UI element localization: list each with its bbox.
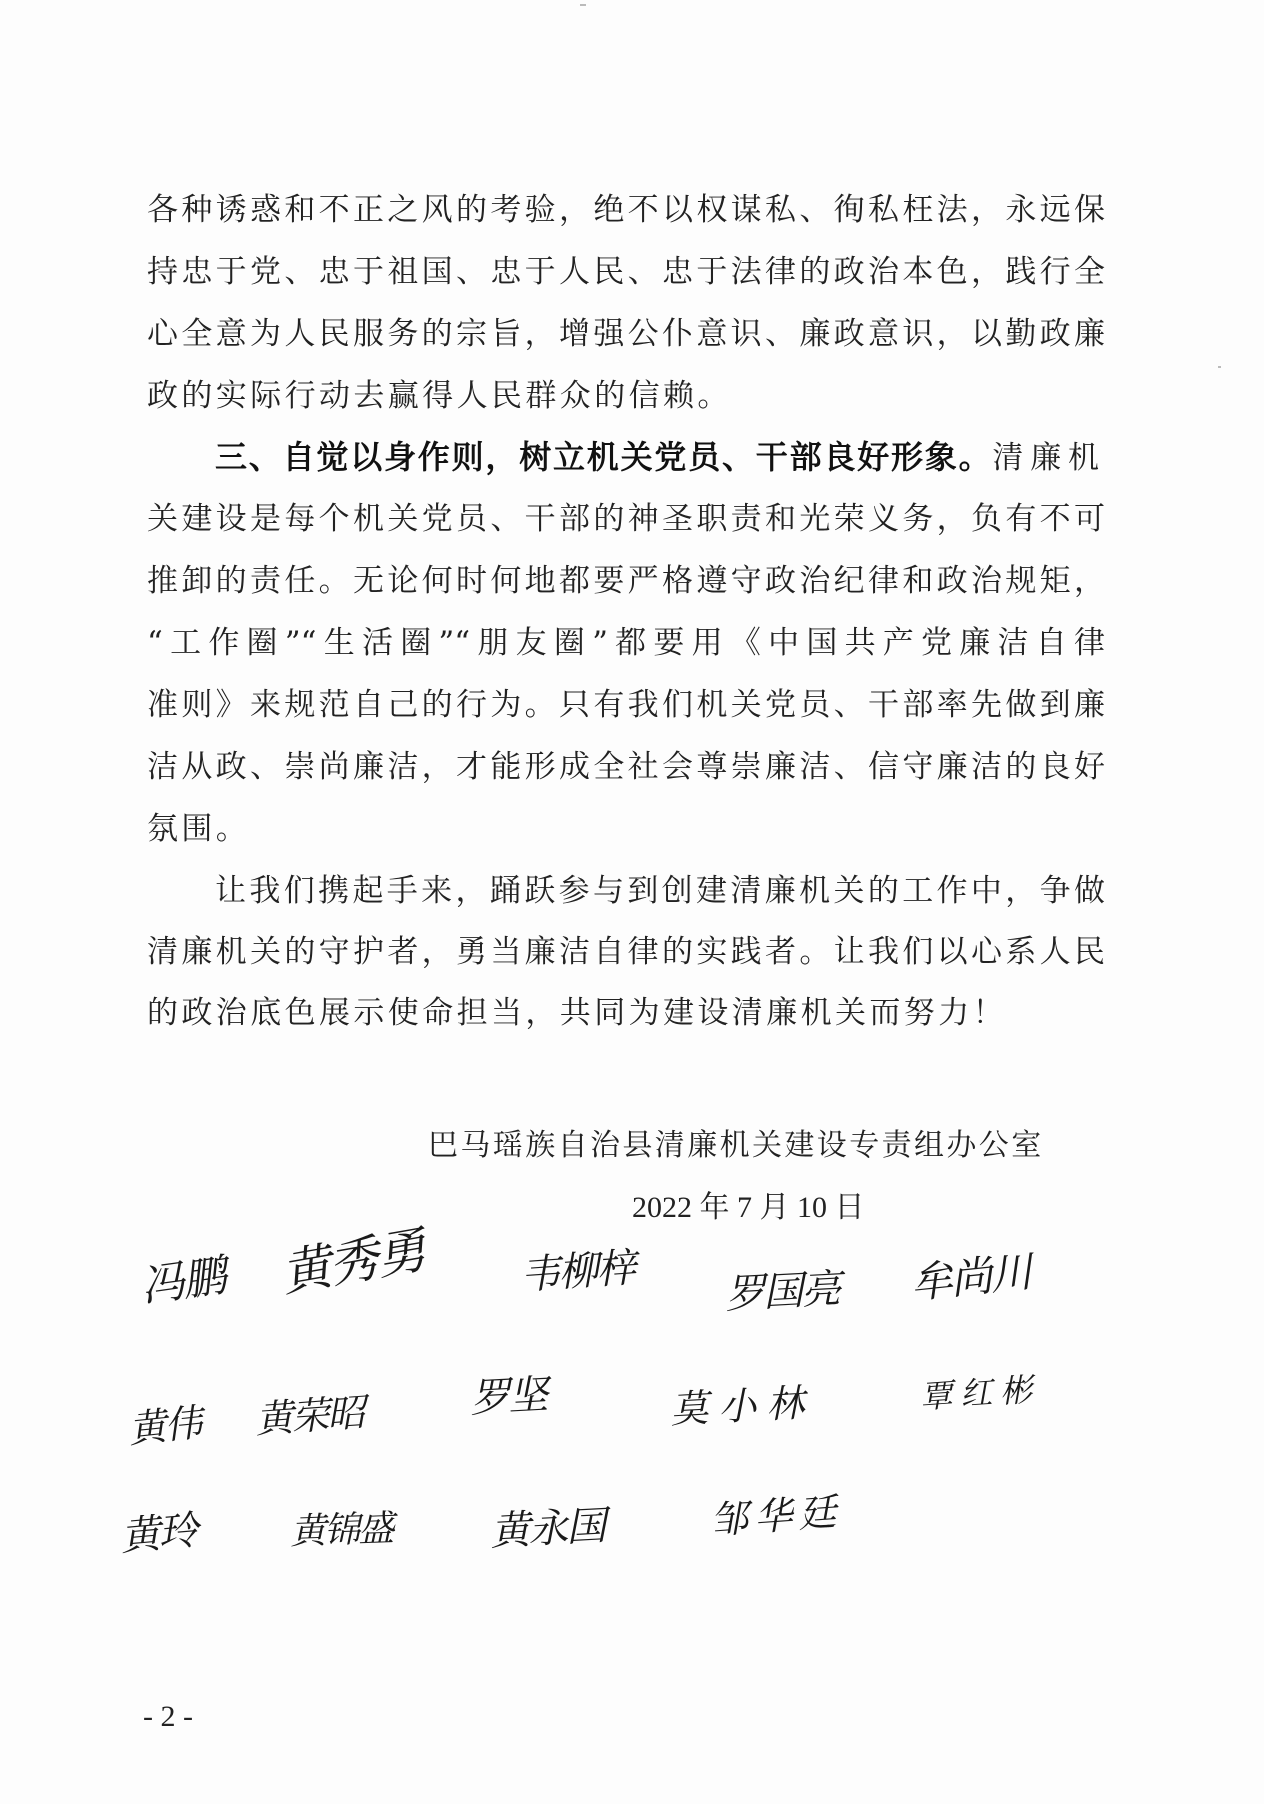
- page-number: - 2 -: [143, 1700, 193, 1733]
- handwritten-signature: 黄玲: [118, 1507, 199, 1561]
- body-line: 准则》来规范自己的行为。只有我们机关党员、干部率先做到廉: [147, 687, 1105, 723]
- handwritten-signature: 牟尚川: [908, 1246, 1033, 1309]
- handwritten-signature: 黄伟: [126, 1400, 203, 1452]
- scan-speck: [1218, 366, 1221, 368]
- handwritten-signature: 莫小林: [669, 1380, 816, 1432]
- section-heading: 三、自觉以身作则，树立机关党员、干部良好形象。: [215, 438, 993, 476]
- body-line: 清廉机关的守护者，勇当廉洁自律的实践者。让我们以心系人民: [147, 934, 1105, 970]
- handwritten-signature: 黄锦盛: [289, 1508, 393, 1553]
- handwritten-signature: 冯鹏: [137, 1250, 228, 1313]
- body-line: 洁从政、崇尚廉洁，才能形成全社会尊崇廉洁、信守廉洁的良好: [147, 749, 1105, 785]
- issue-date: 2022 年 7 月 10 日: [632, 1191, 865, 1224]
- body-line: “工作圈”“生活圈”“朋友圈”都要用《中国共产党廉洁自律: [147, 625, 1105, 661]
- section-heading-line: [215, 437, 1105, 477]
- handwritten-signature: 覃红彬: [918, 1369, 1042, 1417]
- body-line: 氛围。: [147, 811, 251, 847]
- handwritten-signature: 罗坚: [469, 1372, 548, 1422]
- handwritten-signature: 黄荣昭: [253, 1390, 365, 1442]
- handwritten-signature: 罗国亮: [724, 1266, 841, 1318]
- handwritten-signature: 韦柳梓: [518, 1245, 636, 1299]
- scan-speck: [580, 4, 586, 6]
- body-line: 心全意为人民服务的宗旨，增强公仆意识、廉政意识，以勤政廉: [147, 316, 1105, 352]
- body-line: 各种诱惑和不正之风的考验，绝不以权谋私、徇私枉法，永远保: [147, 192, 1105, 228]
- handwritten-signature: 黄永国: [489, 1503, 606, 1555]
- section-heading-tail: 清廉机: [992, 440, 1105, 476]
- body-line: 关建设是每个机关党员、干部的神圣职责和光荣义务，负有不可: [147, 501, 1105, 537]
- issuing-organization: 巴马瑶族自治县清廉机关建设专责组办公室: [428, 1128, 1044, 1163]
- body-line: 推卸的责任。无论何时何地都要严格遵守政治纪律和政治规矩，: [147, 563, 1105, 599]
- handwritten-signature: 黄秀勇: [276, 1220, 429, 1304]
- body-line: 持忠于党、忠于祖国、忠于人民、忠于法律的政治本色，践行全: [147, 254, 1105, 290]
- body-line: 的政治底色展示使命担当，共同为建设清廉机关而努力！: [147, 995, 1007, 1031]
- body-line: 让我们携起手来，踊跃参与到创建清廉机关的工作中，争做: [215, 873, 1105, 909]
- handwritten-signature: 邹华廷: [708, 1489, 844, 1543]
- body-line: 政的实际行动去赢得人民群众的信赖。: [147, 378, 732, 414]
